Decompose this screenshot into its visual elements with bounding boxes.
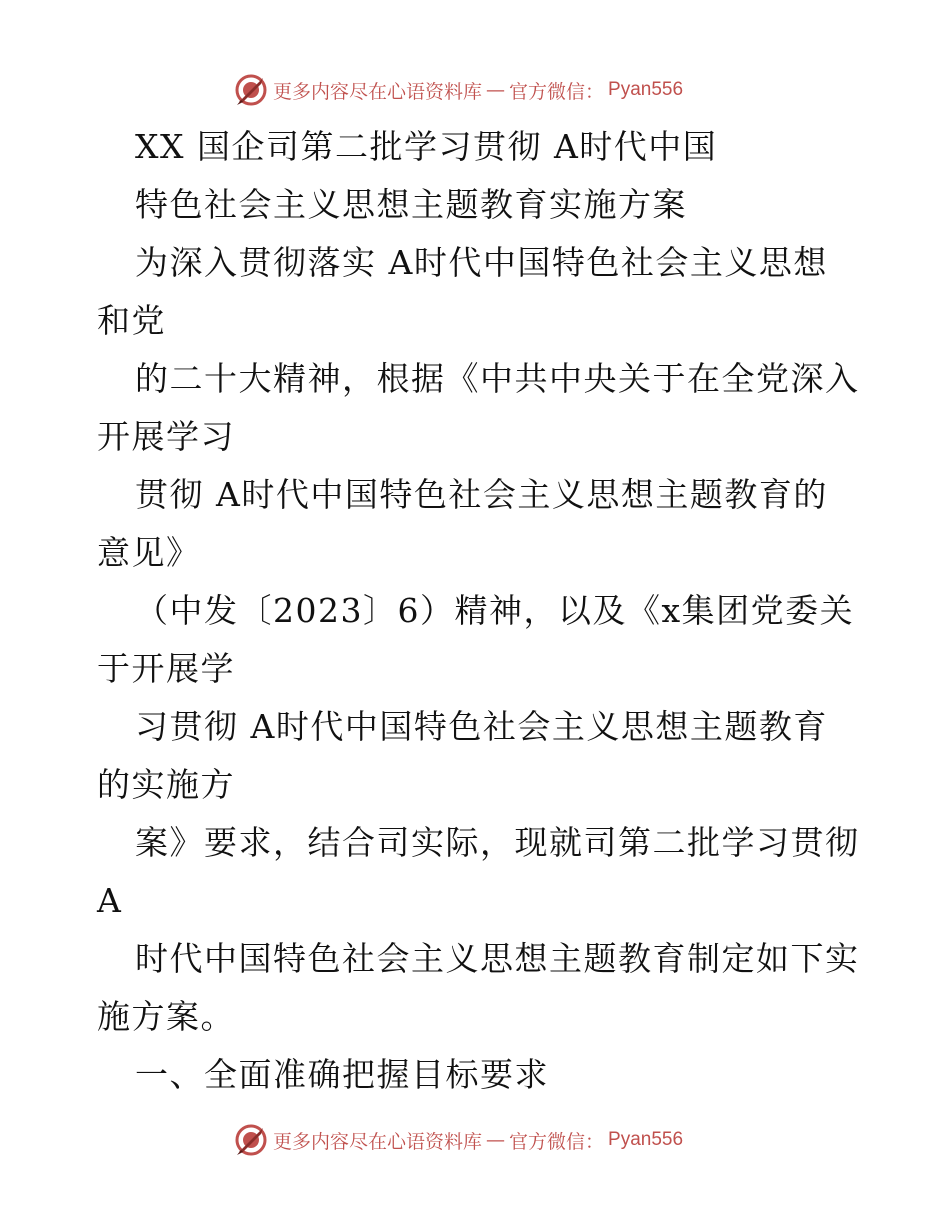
text-line: 一、全面准确把握目标要求 [135, 1055, 549, 1094]
text-line: XX 国企司第二批学习贯彻 A时代中国 [135, 127, 718, 166]
pen-logo-icon [233, 72, 269, 108]
text-line: 贯彻 A时代中国特色社会主义思想主题教育的 [135, 475, 828, 514]
watermark-wechat-id: Pyan556 [608, 79, 684, 100]
text-line: 的实施方 [97, 765, 235, 804]
text-line: 的二十大精神，根据《中共中央关于在全党深入 [135, 359, 860, 398]
text-line: 于开展学 [97, 649, 235, 688]
text-line: 特色社会主义思想主题教育实施方案 [135, 185, 687, 224]
text-line: 习贯彻 A时代中国特色社会主义思想主题教育 [135, 707, 828, 746]
watermark-wechat-label: 官方微信： [509, 80, 605, 103]
watermark-text: 更多内容尽在心语资料库 [273, 1130, 483, 1153]
text-line: （中发〔2023〕6）精神，以及《x集团党委关 [135, 591, 855, 630]
text-line: 意见》 [97, 533, 201, 572]
footer-watermark [233, 1122, 683, 1158]
document-body [97, 118, 860, 1104]
text-line: 施方案。 [97, 997, 235, 1036]
header-watermark [233, 72, 683, 108]
pen-logo-icon [233, 1122, 269, 1158]
watermark-text: 更多内容尽在心语资料库 [273, 80, 483, 103]
text-line: 案》要求，结合司实际，现就司第二批学习贯彻 [135, 823, 860, 862]
watermark-wechat-id: Pyan556 [608, 1129, 684, 1150]
text-line: 时代中国特色社会主义思想主题教育制定如下实 [135, 939, 860, 978]
text-line: 开展学习 [97, 417, 235, 456]
text-line: 和党 [97, 301, 166, 340]
text-line: 为深入贯彻落实 A时代中国特色社会主义思想 [135, 243, 828, 282]
watermark-dash: — [486, 79, 506, 101]
watermark-dash: — [486, 1129, 506, 1151]
text-line: A [97, 881, 123, 920]
watermark-wechat-label: 官方微信： [509, 1130, 605, 1153]
